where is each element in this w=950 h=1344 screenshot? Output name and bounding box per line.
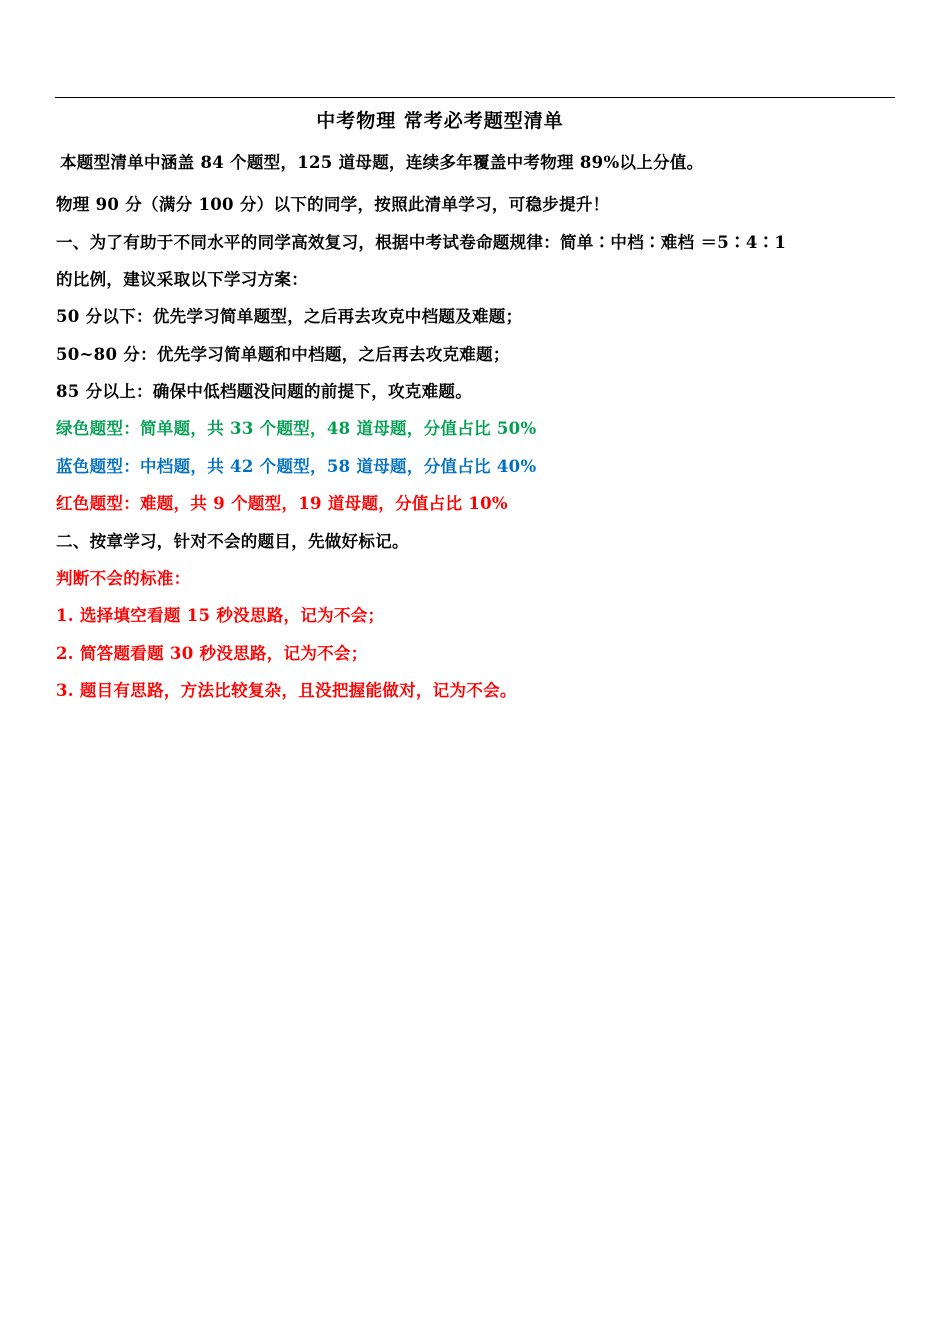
criteria-item-1: 1. 选择填空看题 15 秒没思路，记为不会； [56,606,385,625]
intro-line-target: 物理 90 分（满分 100 分）以下的同学，按照此清单学习，可稳步提升！ [56,195,610,214]
blue-type-line: 蓝色题型：中档题，共 42 个题型，58 道母题，分值占比 40% [56,457,537,476]
plan-above-85: 85 分以上：确保中低档题没问题的前提下，攻克难题。 [56,382,473,401]
section-one-continued: 的比例，建议采取以下学习方案： [56,270,308,289]
criteria-item-3: 3. 题目有思路，方法比较复杂，且没把握能做对，记为不会。 [56,681,517,700]
plan-below-50: 50 分以下：优先学习简单题型，之后再去攻克中档题及难题； [56,307,523,326]
green-type-line: 绿色题型：简单题，共 33 个题型，48 道母题，分值占比 50% [56,419,537,438]
section-two-heading: 二、按章学习，针对不会的题目，先做好标记。 [56,532,409,551]
red-type-line: 红色题型：难题，共 9 个题型，19 道母题，分值占比 10% [56,494,508,513]
intro-line-coverage: 本题型清单中涵盖 84 个题型，125 道母题，连续多年覆盖中考物理 89%以上分值。 [60,153,704,172]
criteria-item-2: 2. 简答题看题 30 秒没思路，记为不会； [56,644,368,663]
header-rule [55,97,895,98]
plan-50-80: 50~80 分：优先学习简单题和中档题，之后再去攻克难题； [56,345,510,364]
criteria-heading: 判断不会的标准： [56,569,191,588]
document-title: 中考物理 常考必考题型清单 [316,110,564,132]
section-one-heading: 一、为了有助于不同水平的同学高效复习，根据中考试卷命题规律：简单∶中档∶难档 ＝5∶4∶1 [56,233,787,252]
